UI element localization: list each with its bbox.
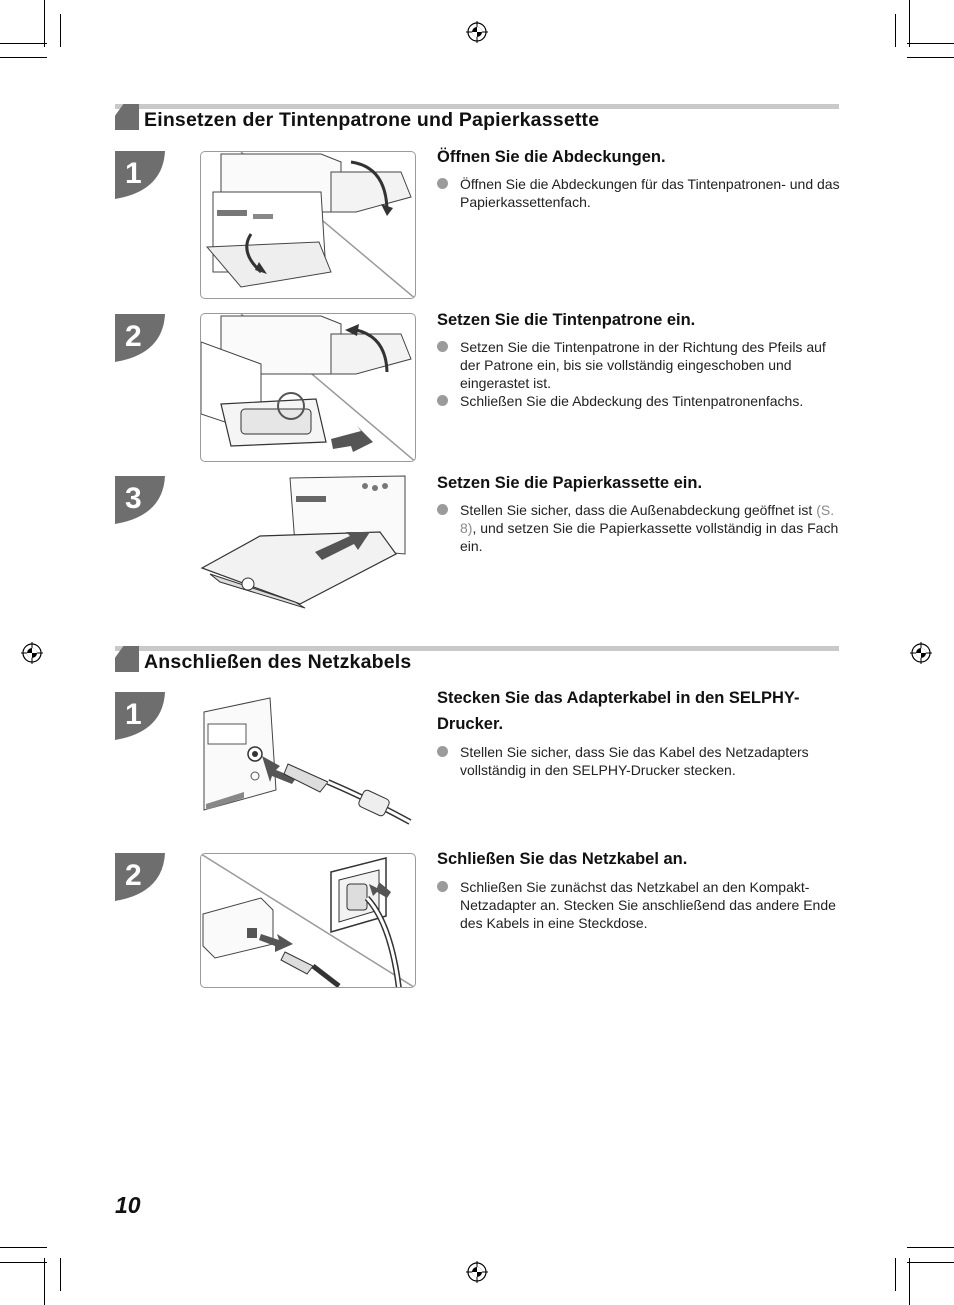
step-number: 3 <box>125 482 142 515</box>
bullet-icon <box>437 746 448 757</box>
adapter-cable-plug-icon <box>200 694 416 832</box>
illustration-adapter-cable <box>200 694 416 832</box>
step-title: Stecken Sie das Adapterkabel in den SELPHY-Drucker. <box>437 689 800 733</box>
registration-mark-icon <box>910 642 932 664</box>
step-number-badge <box>115 476 165 524</box>
registration-mark-icon <box>21 642 43 664</box>
bullet-item: Stellen Sie sicher, dass Sie das Kabel des Netzadapters vollständig in den SELPHY-Drucker stecken. <box>437 743 842 779</box>
step-title: Setzen Sie die Papierkassette ein. <box>437 474 703 492</box>
step-title: Öffnen Sie die Abdeckungen. <box>437 148 666 166</box>
illustration-insert-paper-cassette <box>200 474 416 610</box>
step-bullet-list <box>437 743 842 779</box>
printer-open-covers-icon <box>201 152 416 299</box>
bullet-icon <box>437 341 448 352</box>
bullet-icon <box>437 395 448 406</box>
page-number: 10 <box>115 1192 141 1218</box>
step-number: 1 <box>125 698 142 731</box>
illustration-open-covers <box>200 151 416 299</box>
bullet-icon <box>437 881 448 892</box>
step-number: 1 <box>125 157 142 190</box>
step-title: Schließen Sie das Netzkabel an. <box>437 850 688 868</box>
paper-cassette-insert-icon <box>200 474 416 610</box>
step-number-badge <box>115 692 165 740</box>
bullet-item: Stellen Sie sicher, dass die Außenabdeckung geöffnet ist (S. 8), und setzen Sie die Papierkassette vollständig in das Fach ein. <box>437 501 842 555</box>
step-title: Setzen Sie die Tintenpatrone ein. <box>437 311 696 329</box>
step-number-badge <box>115 853 165 901</box>
registration-mark-icon <box>466 21 488 43</box>
step-number: 2 <box>125 320 142 353</box>
bullet-item: Schließen Sie zunächst das Netzkabel an den Kompakt-Netzadapter an. Stecken Sie anschließend das andere Ende des Kabels in eine Steckdose. <box>437 878 842 932</box>
registration-mark-icon <box>466 1261 488 1283</box>
bullet-item: Schließen Sie die Abdeckung des Tintenpatronenfachs. <box>437 392 842 410</box>
step-bullet-list <box>437 338 842 410</box>
section-header-ink-paper <box>115 104 839 130</box>
step-number-badge <box>115 151 165 199</box>
step-number: 2 <box>125 859 142 892</box>
step-bullet-list <box>437 175 842 211</box>
bullet-item: Öffnen Sie die Abdeckungen für das Tintenpatronen- und das Papierkassettenfach. <box>437 175 842 211</box>
bullet-icon <box>437 504 448 515</box>
step-bullet-list <box>437 878 842 932</box>
section-title: Einsetzen der Tintenpatrone und Papierkassette <box>144 109 600 131</box>
section-title: Anschließen des Netzkabels <box>144 651 412 673</box>
section-header-power-cable <box>115 646 839 672</box>
bullet-item: Setzen Sie die Tintenpatrone in der Richtung des Pfeils auf der Patrone ein, bis sie vollständig eingeschoben und eingerastet ist. <box>437 338 842 392</box>
illustration-insert-ink <box>200 313 416 462</box>
illustration-power-cable-outlet <box>200 853 416 988</box>
bullet-icon <box>437 178 448 189</box>
step-bullet-list <box>437 501 842 555</box>
power-outlet-plug-icon <box>201 854 416 988</box>
page-reference-link[interactable]: (S. 8) <box>460 502 835 536</box>
step-number-badge <box>115 314 165 362</box>
ink-cartridge-insert-icon <box>201 314 416 462</box>
